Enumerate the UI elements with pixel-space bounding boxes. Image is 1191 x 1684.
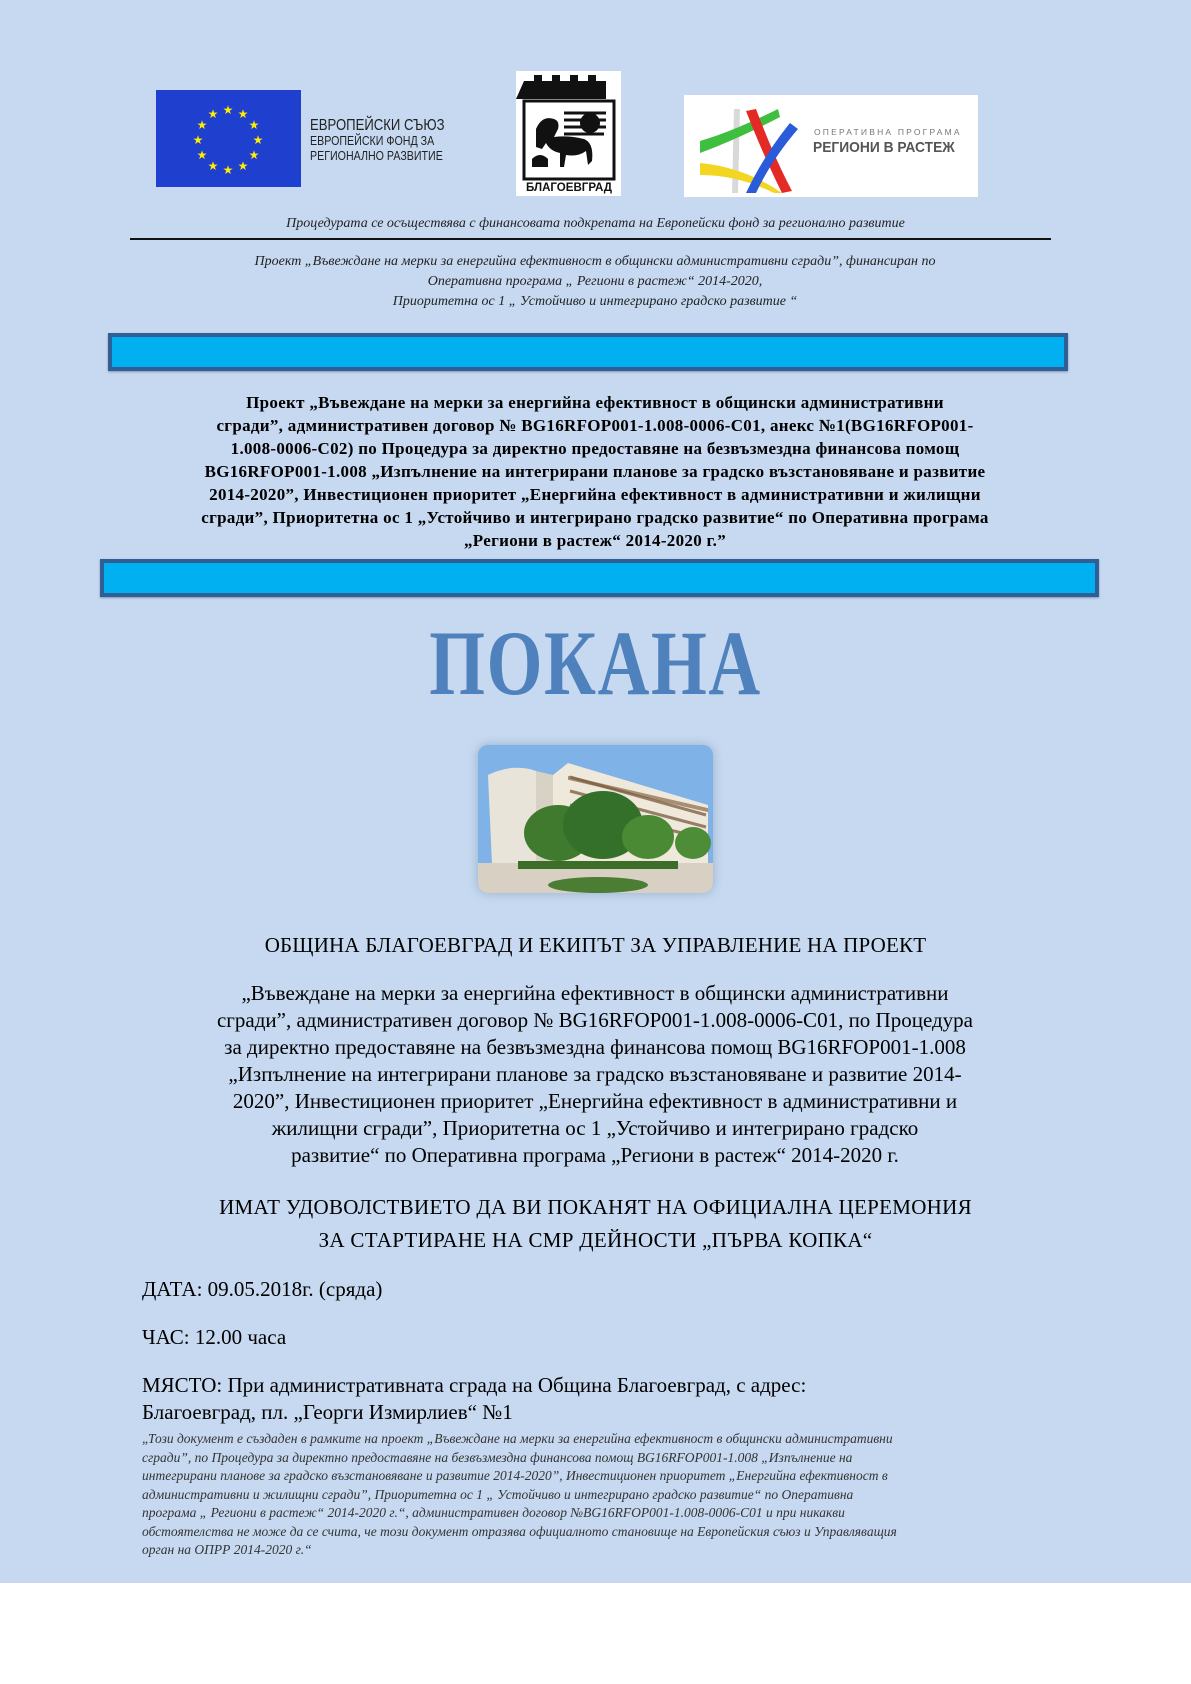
invitation-statement	[0, 1191, 1191, 1257]
disclaimer-line: интегрирани планове за градско възстановяване и развитие 2014-2020”, Инвестиционен приоритет „Енергийна ефективност в	[142, 1468, 888, 1483]
disclaimer-line: обстоятелства не може да се счита, че този документ отразява официалното становище на Европейския съюз и Управляващия	[142, 1523, 897, 1539]
svg-text:★: ★	[196, 148, 208, 162]
svg-text:★: ★	[196, 118, 208, 132]
svg-text:★: ★	[237, 159, 249, 173]
invitation-project-description	[140, 980, 1050, 1169]
disclaimer-line: програма „ Региони в растеж“ 2014-2020 г.“, административен договор №BG16RFOP001-1.008-0006-C01 и при никакви	[142, 1505, 845, 1520]
svg-text:★: ★	[207, 107, 219, 121]
project-note-line: Проект „Въвеждане на мерки за енергийна ефективност в общински административни сгради”, финансиран по	[254, 254, 936, 269]
event-place	[142, 1372, 806, 1426]
project-body-line: развитие“ по Оперативна програма „Региони в растеж“ 2014-2020 г.	[291, 1143, 899, 1167]
project-line: 1.008-0006-C02) по Процедура за директно предоставяне на безвъзмездна финансова помощ	[230, 439, 960, 458]
event-place-line: Благоевград, пл. „Георги Измирлиев“ №1	[142, 1400, 513, 1424]
regions-in-growth-logo	[684, 95, 978, 197]
project-line: „Региони в растеж“ 2014-2020 г.”	[463, 531, 727, 550]
eu-logo-line1: ЕВРОПЕЙСКИ СЪЮЗ	[310, 117, 445, 134]
project-line: 2014-2020”, Инвестиционен приоритет „Енергийна ефективност в административни и жилищни	[209, 485, 981, 504]
svg-text:★: ★	[207, 159, 219, 173]
event-place-line: МЯСТО: При административната сграда на Община Благоевград, с адрес:	[142, 1373, 807, 1397]
eu-disclaimer	[142, 1430, 1052, 1560]
invite-line: ИМАТ УДОВОЛСТВИЕТО ДА ВИ ПОКАНЯТ НА ОФИЦИАЛНА ЦЕРЕМОНИЯ	[219, 1195, 972, 1219]
project-note	[150, 252, 1040, 312]
svg-text:БЛАГОЕВГРАД: БЛАГОЕВГРАД	[526, 180, 613, 194]
svg-text:★: ★	[252, 133, 264, 147]
regions-logo-subtitle: ОПЕРАТИВНА ПРОГРАМА	[814, 127, 962, 137]
project-body-line: за директно предоставяне на безвъзмездна финансова помощ BG16RFOP001-1.008	[224, 1035, 966, 1059]
project-body-line: „Въвеждане на мерки за енергийна ефективност в общински административни	[241, 981, 949, 1005]
procedure-note: Процедурата се осъществява с финансовата подкрепата на Европейски фонд за регионално развитие	[286, 216, 905, 231]
svg-text:★: ★	[248, 118, 260, 132]
project-line: сгради”, Приоритетна ос 1 „Устойчиво и интегрирано градско развитие“ по Оперативна програма	[201, 508, 989, 527]
decorative-bar-top	[108, 333, 1068, 371]
eu-logo-line3: РЕГИОНАЛНО РАЗВИТИЕ	[310, 148, 443, 163]
regions-in-growth-logo-icon	[694, 101, 812, 193]
municipal-building-photo	[478, 745, 713, 893]
project-body-line: „Изпълнение на интегрирани планове за градско възстановяване и развитие 2014-	[228, 1062, 962, 1086]
eu-flag-icon	[156, 90, 301, 187]
organizer-heading: ОБЩИНА БЛАГОЕВГРАД И ЕКИПЪТ ЗА УПРАВЛЕНИЕ НА ПРОЕКТ	[264, 933, 927, 957]
project-line: BG16RFOP001-1.008 „Изпълнение на интегрирани планове за градско възстановяване и развитие	[204, 462, 986, 481]
event-date: ДАТА: 09.05.2018г. (сряда)	[142, 1277, 383, 1301]
project-description-bold	[140, 391, 1050, 552]
disclaimer-line: административни и жилищни сгради”, Приоритетна ос 1 „ Устойчиво и интегрирано градско развитие“ по Оперативна	[142, 1486, 854, 1502]
svg-text:★: ★	[222, 103, 234, 117]
invite-line: ЗА СТАРТИРАНЕ НА СМР ДЕЙНОСТИ „ПЪРВА КОПКА“	[318, 1228, 873, 1252]
project-body-line: 2020”, Инвестиционен приоритет „Енергийна ефективност в административни и	[232, 1089, 958, 1113]
eu-logo-text	[310, 118, 445, 163]
project-line: сгради”, административен договор № BG16RFOP001-1.008-0006-C01, анекс №1(BG16RFOP001-	[216, 416, 974, 435]
disclaimer-line: сгради”, по Процедура за директно предоставяне на безвъзмездна финансова помощ BG16RFOP001-1.008 „Изпълнение на	[142, 1449, 853, 1465]
disclaimer-line: „Този документ е създаден в рамките на проект „Въвеждане на мерки за енергийна ефективност в общински административни	[142, 1431, 893, 1446]
svg-text:★: ★	[192, 133, 204, 147]
event-time: ЧАС: 12.00 часа	[142, 1325, 287, 1349]
blagoevgrad-coat-of-arms-icon	[516, 71, 621, 196]
project-body-line: сгради”, административен договор № BG16RFOP001-1.008-0006-C01, по Процедура	[216, 1008, 974, 1032]
regions-logo-title: РЕГИОНИ В РАСТЕЖ	[813, 139, 955, 156]
svg-text:★: ★	[222, 163, 234, 177]
disclaimer-line: орган на ОПРР 2014-2020 г.“	[142, 1542, 312, 1557]
svg-text:★: ★	[248, 148, 260, 162]
decorative-bar-bottom	[100, 559, 1099, 597]
project-note-line: Оперативна програма „ Региони в растеж“ 2014-2020,	[427, 274, 763, 289]
svg-text:★: ★	[237, 107, 249, 121]
header-divider	[130, 238, 1051, 240]
project-note-line: Приоритетна ос 1 „ Устойчиво и интегрирано градско развитие “	[392, 294, 798, 309]
page-title: ПОКАНА	[429, 612, 762, 714]
project-line: Проект „Въвеждане на мерки за енергийна ефективност в общински административни	[246, 393, 944, 412]
eu-logo-line2: ЕВРОПЕЙСКИ ФОНД ЗА	[310, 133, 435, 148]
project-body-line: жилищни сгради”, Приоритетна ос 1 „Устойчиво и интегрирано градско	[271, 1116, 919, 1140]
